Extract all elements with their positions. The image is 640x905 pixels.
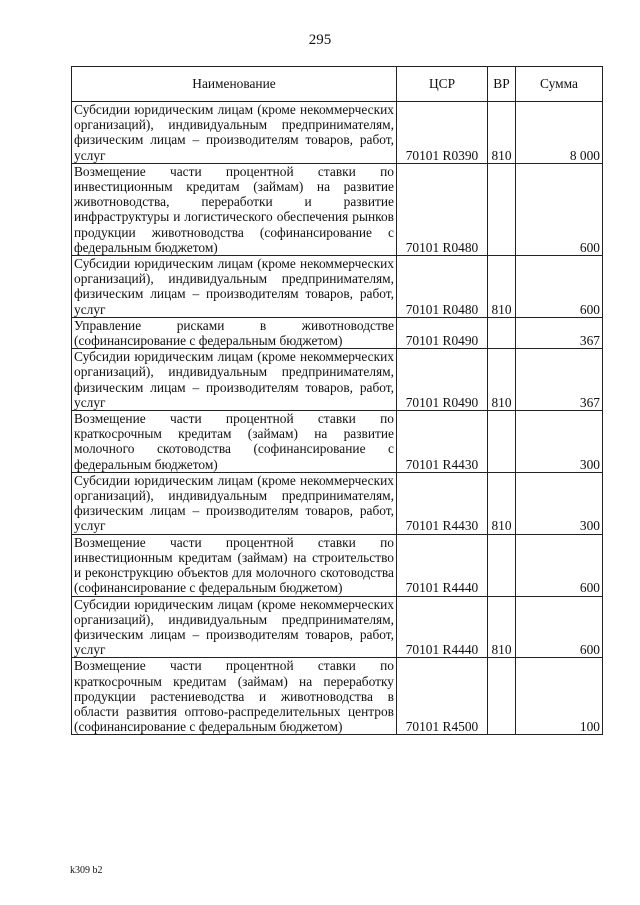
cell-name: Возмещение части процентной ставки по краткосрочным кредитам (займам) на переработку продукции растениеводства и животноводства в области развития оптово-распределительных центров (софинансирование с федеральным бюджетом) xyxy=(72,658,397,735)
footer-code: k309 b2 xyxy=(70,865,103,876)
cell-csr: 70101 R0490 xyxy=(397,317,488,348)
cell-csr: 70101 R0480 xyxy=(397,163,488,255)
cell-csr: 70101 R4430 xyxy=(397,411,488,473)
cell-vr xyxy=(488,317,516,348)
table-row xyxy=(72,472,603,534)
cell-name: Субсидии юридическим лицам (кроме некоммерческих организаций), индивидуальным предпринимателям, физическим лицам – производителям товаров, работ, услуг xyxy=(72,596,397,658)
cell-name: Возмещение части процентной ставки по краткосрочным кредитам (займам) на развитие молочного скотоводства (софинансирование с федеральным бюджетом) xyxy=(72,411,397,473)
cell-vr: 810 xyxy=(488,256,516,318)
cell-csr: 70101 R0490 xyxy=(397,349,488,411)
cell-sum: 600 xyxy=(516,596,603,658)
cell-sum: 600 xyxy=(516,534,603,596)
page-number: 295 xyxy=(308,32,332,48)
cell-sum: 100 xyxy=(516,658,603,735)
table-row xyxy=(72,256,603,318)
header-sum: Сумма xyxy=(516,67,603,102)
cell-name: Субсидии юридическим лицам (кроме некоммерческих организаций), индивидуальным предпринимателям, физическим лицам – производителям товаров, работ, услуг xyxy=(72,256,397,318)
table-row xyxy=(72,596,603,658)
cell-vr: 810 xyxy=(488,596,516,658)
cell-sum: 8 000 xyxy=(516,102,603,164)
cell-csr: 70101 R4430 xyxy=(397,472,488,534)
cell-csr: 70101 R4440 xyxy=(397,534,488,596)
cell-name: Возмещение части процентной ставки по инвестиционным кредитам (займам) на строительство и реконструкцию объектов для молочного скотоводства (софинансирование с федеральным бюджетом) xyxy=(72,534,397,596)
cell-name: Субсидии юридическим лицам (кроме некоммерческих организаций), индивидуальным предпринимателям, физическим лицам – производителям товаров, работ, услуг xyxy=(72,349,397,411)
header-csr: ЦСР xyxy=(397,67,488,102)
cell-sum: 300 xyxy=(516,472,603,534)
cell-sum: 600 xyxy=(516,163,603,255)
table-row xyxy=(72,317,603,348)
header-vr: ВР xyxy=(488,67,516,102)
table-row xyxy=(72,534,603,596)
cell-sum: 367 xyxy=(516,349,603,411)
cell-csr: 70101 R0480 xyxy=(397,256,488,318)
cell-sum: 300 xyxy=(516,411,603,473)
cell-sum: 367 xyxy=(516,317,603,348)
table-header-row xyxy=(72,67,603,102)
table-row xyxy=(72,658,603,735)
cell-vr xyxy=(488,658,516,735)
cell-name: Субсидии юридическим лицам (кроме некоммерческих организаций), индивидуальным предпринимателям, физическим лицам – производителям товаров, работ, услуг xyxy=(72,472,397,534)
cell-sum: 600 xyxy=(516,256,603,318)
budget-table xyxy=(71,66,603,735)
cell-name: Возмещение части процентной ставки по инвестиционным кредитам (займам) на развитие животноводства, переработки и развитие инфраструктуры и логистического обеспечения рынков продукции животноводства (софинансирование с федеральным бюджетом) xyxy=(72,163,397,255)
cell-vr xyxy=(488,411,516,473)
table-row xyxy=(72,349,603,411)
table-row xyxy=(72,411,603,473)
cell-vr: 810 xyxy=(488,349,516,411)
cell-vr: 810 xyxy=(488,472,516,534)
table-row xyxy=(72,163,603,255)
cell-vr: 810 xyxy=(488,102,516,164)
header-name: Наименование xyxy=(72,67,397,102)
table-row xyxy=(72,102,603,164)
cell-csr: 70101 R4500 xyxy=(397,658,488,735)
cell-vr xyxy=(488,163,516,255)
cell-csr: 70101 R4440 xyxy=(397,596,488,658)
cell-name: Субсидии юридическим лицам (кроме некоммерческих организаций), индивидуальным предпринимателям, физическим лицам – производителям товаров, работ, услуг xyxy=(72,102,397,164)
cell-vr xyxy=(488,534,516,596)
cell-name: Управление рисками в животноводстве (софинансирование с федеральным бюджетом) xyxy=(72,317,397,348)
cell-csr: 70101 R0390 xyxy=(397,102,488,164)
